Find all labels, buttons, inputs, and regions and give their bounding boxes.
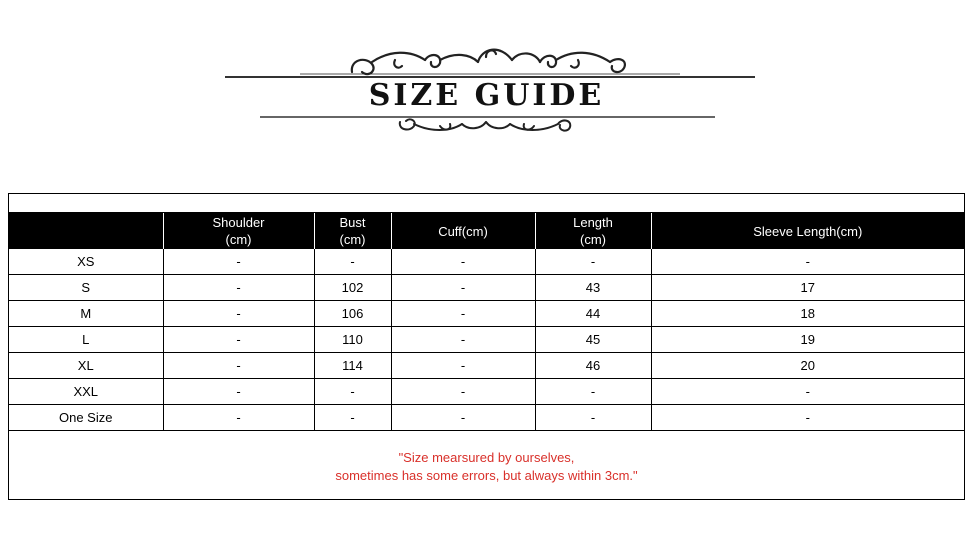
page-title: SIZE GUIDE xyxy=(368,78,605,113)
table-cell: - xyxy=(391,327,535,353)
note-line-1: "Size mearsured by ourselves, xyxy=(398,450,575,465)
table-cell: - xyxy=(163,353,314,379)
size-table-container xyxy=(8,193,965,500)
table-cell: - xyxy=(651,405,964,431)
table-cell: - xyxy=(535,379,651,405)
table-cell: M xyxy=(9,301,163,327)
size-table xyxy=(9,213,964,431)
note-line-2: sometimes has some errors, but always within 3cm." xyxy=(335,468,638,483)
table-cell: 17 xyxy=(651,275,964,301)
header-shoulder xyxy=(163,213,314,249)
table-cell: 45 xyxy=(535,327,651,353)
table-cell: 44 xyxy=(535,301,651,327)
table-cell: S xyxy=(9,275,163,301)
header-cuff xyxy=(391,213,535,249)
table-cell: - xyxy=(651,379,964,405)
table-row xyxy=(9,327,964,353)
table-row xyxy=(9,405,964,431)
table-row xyxy=(9,379,964,405)
header-shoulder-line2: (cm) xyxy=(225,232,252,247)
table-cell: - xyxy=(163,249,314,275)
header-length xyxy=(535,213,651,249)
table-row xyxy=(9,301,964,327)
table-cell: - xyxy=(163,379,314,405)
table-cell: XS xyxy=(9,249,163,275)
table-cell: - xyxy=(391,301,535,327)
header-sleeve-length xyxy=(651,213,964,249)
header-bust-line1: Bust xyxy=(339,215,366,230)
header-length-line2: (cm) xyxy=(580,232,606,247)
table-cell: - xyxy=(314,249,391,275)
table-row xyxy=(9,353,964,379)
table-cell: - xyxy=(163,275,314,301)
table-cell: - xyxy=(391,275,535,301)
table-cell: 102 xyxy=(314,275,391,301)
table-cell: - xyxy=(535,405,651,431)
table-cell: - xyxy=(163,327,314,353)
header-shoulder-line1: Shoulder xyxy=(212,215,265,230)
measurement-note xyxy=(9,431,964,485)
table-cell: - xyxy=(391,249,535,275)
table-cell: 20 xyxy=(651,353,964,379)
header-sleeve-line1: Sleeve Length(cm) xyxy=(753,223,863,239)
header-cuff-line1: Cuff(cm) xyxy=(438,223,488,239)
header-bust-line2: (cm) xyxy=(339,232,366,247)
table-cell: - xyxy=(391,353,535,379)
table-cell: 46 xyxy=(535,353,651,379)
table-cell: - xyxy=(391,405,535,431)
table-header-row xyxy=(9,213,964,249)
table-cell: 110 xyxy=(314,327,391,353)
table-cell: 18 xyxy=(651,301,964,327)
table-cell: 43 xyxy=(535,275,651,301)
table-cell: XXL xyxy=(9,379,163,405)
header-size xyxy=(9,213,163,249)
header-bust xyxy=(314,213,391,249)
table-cell: One Size xyxy=(9,405,163,431)
table-row xyxy=(9,275,964,301)
table-cell: L xyxy=(9,327,163,353)
table-cell: - xyxy=(314,405,391,431)
table-cell: - xyxy=(391,379,535,405)
table-cell: - xyxy=(163,405,314,431)
table-cell: XL xyxy=(9,353,163,379)
table-cell: - xyxy=(163,301,314,327)
table-row xyxy=(9,249,964,275)
header-length-line1: Length xyxy=(573,215,613,230)
table-top-strip xyxy=(9,194,964,213)
table-cell: - xyxy=(651,249,964,275)
table-cell: 106 xyxy=(314,301,391,327)
table-cell: 114 xyxy=(314,353,391,379)
table-cell: - xyxy=(314,379,391,405)
table-cell: - xyxy=(535,249,651,275)
table-cell: 19 xyxy=(651,327,964,353)
